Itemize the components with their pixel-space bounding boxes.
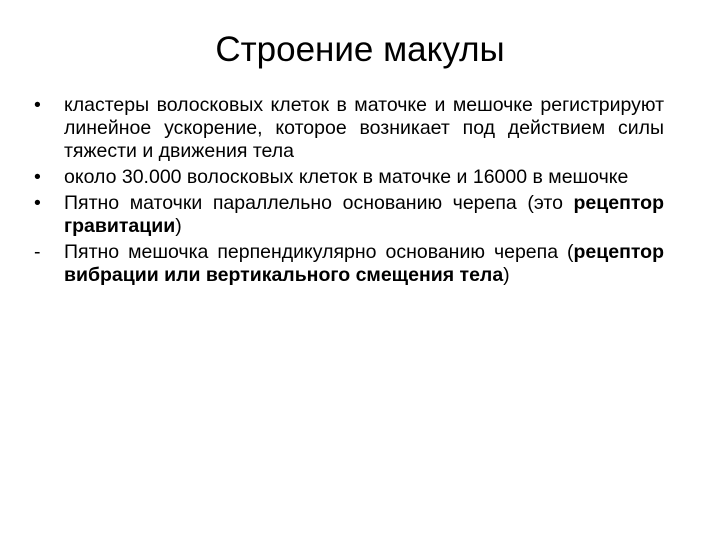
slide-title: Строение макулы [215,30,505,69]
list-item [34,241,664,287]
bullet-text: ) [175,215,182,237]
bullet-text-bold: рецептор вибрации или вертикального смещения тела [64,241,664,286]
list-item [34,192,664,238]
bullet-marker: • [34,192,41,214]
bullet-marker: • [34,94,41,116]
list-item [34,166,664,189]
bullet-text: кластеры волосковых клеток в маточке и мешочке регистрируют линейное ускорение, которое возникает под действием силы тяжести и движения тела [64,94,664,162]
bullet-text: около 30.000 волосковых клеток в маточке и 16000 в мешочке [64,166,629,188]
bullet-list [34,94,664,290]
bullet-text-bold: рецептор гравитации [64,192,664,237]
bullet-text: Пятно мешочка перпендикулярно основанию черепа ( [64,241,574,263]
bullet-text: ) [503,264,510,286]
list-item [34,94,664,163]
bullet-marker: • [34,166,41,188]
bullet-text: Пятно маточки параллельно основанию черепа (это [64,192,574,214]
dash-marker: - [34,241,41,263]
